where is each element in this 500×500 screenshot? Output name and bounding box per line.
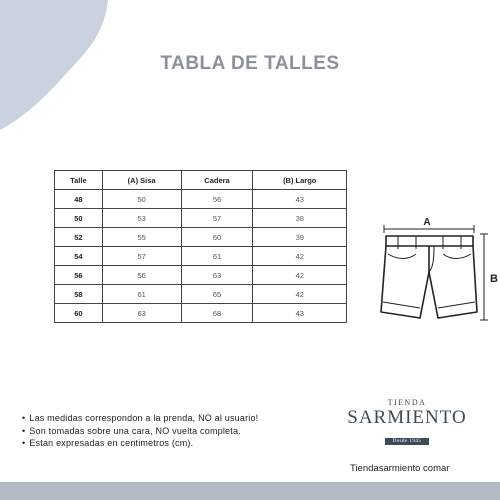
table-row bbox=[55, 228, 347, 247]
cell-sisa: 55 bbox=[102, 228, 181, 247]
size-table bbox=[54, 170, 347, 323]
dimension-b-label: B bbox=[490, 273, 498, 285]
brand-name: SARMIENTO bbox=[347, 407, 467, 428]
cell-talle: 48 bbox=[55, 190, 103, 209]
cell-largo: 43 bbox=[253, 190, 347, 209]
table-row bbox=[55, 266, 347, 285]
shorts-icon bbox=[381, 236, 477, 318]
cell-sisa: 61 bbox=[102, 285, 181, 304]
cell-sisa: 50 bbox=[102, 190, 181, 209]
cell-talle: 54 bbox=[55, 247, 103, 266]
cell-cadera: 65 bbox=[181, 285, 253, 304]
cell-cadera: 57 bbox=[181, 209, 253, 228]
cell-cadera: 63 bbox=[181, 266, 253, 285]
table-header-row bbox=[55, 171, 347, 190]
cell-largo: 39 bbox=[253, 228, 347, 247]
cell-largo: 42 bbox=[253, 266, 347, 285]
cell-talle: 60 bbox=[55, 304, 103, 323]
cell-cadera: 61 bbox=[181, 247, 253, 266]
cell-largo: 42 bbox=[253, 285, 347, 304]
header-cadera: Cadera bbox=[181, 171, 253, 190]
dimension-b-arrow bbox=[480, 234, 488, 320]
dimension-a-label: A bbox=[423, 217, 431, 228]
cell-talle: 50 bbox=[55, 209, 103, 228]
note-item: • Son tomadas sobre una cara, NO vuelta completa. bbox=[22, 425, 258, 438]
header-talle: Talle bbox=[55, 171, 103, 190]
cell-sisa: 57 bbox=[102, 247, 181, 266]
page-title: TABLA DE TALLES bbox=[160, 53, 340, 74]
note-item: • Estan expresadas en centimetros (cm). bbox=[22, 437, 258, 450]
brand-top-text: TIENDA bbox=[387, 398, 427, 407]
cell-sisa: 63 bbox=[102, 304, 181, 323]
table-row bbox=[55, 304, 347, 323]
cell-talle: 56 bbox=[55, 266, 103, 285]
cell-largo: 43 bbox=[253, 304, 347, 323]
shorts-diagram bbox=[376, 214, 498, 332]
website-text: Tiendasarmiento comar bbox=[350, 463, 450, 474]
cell-sisa: 56 bbox=[102, 266, 181, 285]
note-item: • Las medidas correspondon a la prenda, NO al usuario! bbox=[22, 412, 258, 425]
cell-sisa: 53 bbox=[102, 209, 181, 228]
cell-largo: 38 bbox=[253, 209, 347, 228]
cell-cadera: 60 bbox=[181, 228, 253, 247]
header-sisa: (A) Sisa bbox=[102, 171, 181, 190]
cell-talle: 52 bbox=[55, 228, 103, 247]
table-row bbox=[55, 209, 347, 228]
cell-cadera: 68 bbox=[181, 304, 253, 323]
bottom-bar bbox=[0, 482, 500, 500]
cell-talle: 58 bbox=[55, 285, 103, 304]
brand-tagline: Desde 1945 bbox=[385, 438, 430, 445]
brand-logo bbox=[340, 398, 474, 447]
notes-list bbox=[22, 412, 258, 450]
table-row bbox=[55, 285, 347, 304]
header-largo: (B) Largo bbox=[253, 171, 347, 190]
table-row bbox=[55, 190, 347, 209]
cell-largo: 42 bbox=[253, 247, 347, 266]
cell-cadera: 56 bbox=[181, 190, 253, 209]
table-row bbox=[55, 247, 347, 266]
